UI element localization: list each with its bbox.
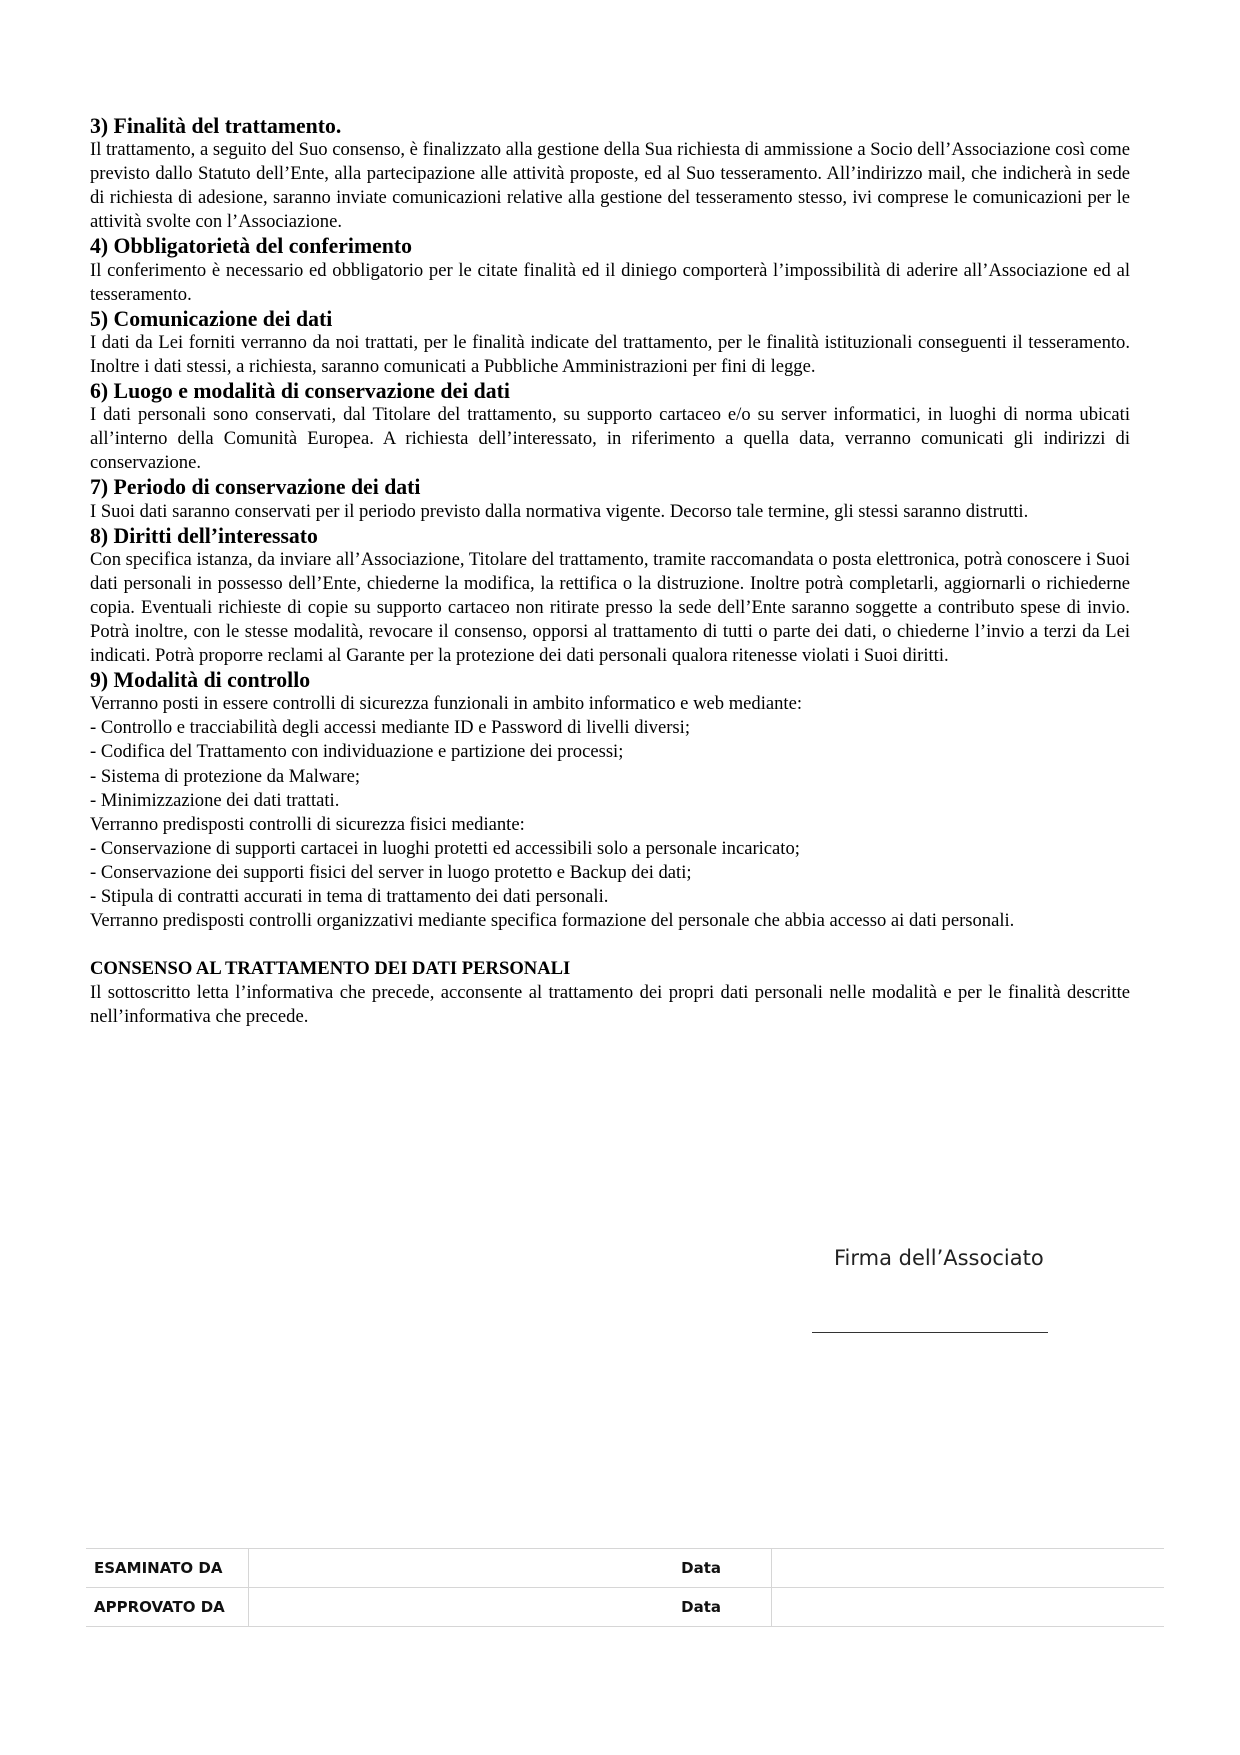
- consent-title: CONSENSO AL TRATTAMENTO DEI DATI PERSONALI: [90, 958, 571, 980]
- physical-control-item: - Stipula di contratti accurati in tema di trattamento dei dati personali.: [90, 886, 609, 907]
- section-5-body: I dati da Lei forniti verranno da noi trattati, per le finalità indicate del trattamento, per le finalità istituzionali conseguenti il tesseramento. Inoltre i dati stessi, a richiesta, saranno comunicati a Pubbliche Amministrazioni per fini di legge.: [90, 331, 1130, 377]
- section-3-body: Il trattamento, a seguito del Suo consenso, è finalizzato alla gestione della Sua richiesta di ammissione a Socio dell’Associazione così come previsto dallo Statuto dell’Ente, alla partecipazione alle attività proposte, ed al Suo tesseramento. All’indirizzo mail, che indicherà in sede di richiesta di adesione, saranno inviate comunicazioni relative alla gestione del tesseramento stesso, ivi comprese le comunicazioni per le attività svolte con l’Associazione.: [90, 139, 1130, 233]
- section-8-body: Con specifica istanza, da inviare all’Associazione, Titolare del trattamento, tramite raccomandata o posta elettronica, potrà conoscere i Suoi dati personali in possesso dell’Ente, chiederne la modifica, la rettifica o la distruzione. Inoltre potrà completarli, aggiornarli o richiederne copia. Eventuali richieste di copie su supporto cartaceo non ritirate presso la sede dell’Ente saranno soggette a contributo spese di invio. Potrà inoltre, con le stesse modalità, revocare il consenso, opporsi al trattamento di tutti o parte dei dati, o chiederne l’invio a terzi da Lei indicati. Potrà proporre reclami al Garante per la protezione dei dati personali qualora ritenesse violati i Suoi diritti.: [90, 548, 1130, 667]
- section-4-heading: 4) Obbligatorietà del conferimento: [90, 234, 412, 259]
- it-control-item: - Minimizzazione dei dati trattati.: [90, 789, 340, 811]
- section-6-body: I dati personali sono conservati, dal Titolare del trattamento, su supporto cartaceo e/o su server informatici, in luoghi di norma ubicati all’interno della Comunità Europea. A richiesta dell’interessato, in riferimento a quella data, verranno comunicati gli indirizzi di conservazione.: [90, 404, 1130, 474]
- physical-control-item: - Conservazione di supporti cartacei in luoghi protetti ed accessibili solo a personale incaricato;: [90, 837, 800, 859]
- it-control-item: - Sistema di protezione da Malware;: [90, 765, 361, 787]
- it-control-item: - Controllo e tracciabilità degli accessi mediante ID e Password di livelli diversi;: [90, 717, 690, 739]
- approved-date-value: [772, 1588, 1165, 1627]
- section-8-heading: 8) Diritti dell’interessato: [90, 523, 318, 548]
- approved-date-label: Data: [249, 1588, 772, 1627]
- section-5-heading: 5) Comunicazione dei dati: [90, 306, 333, 331]
- section-4-body: Il conferimento è necessario ed obbligatorio per le citate finalità ed il diniego comporterà l’impossibilità di aderire all’Associazione ed al tesseramento.: [90, 259, 1130, 305]
- approval-table: [86, 1548, 1164, 1627]
- physical-control-item: - Conservazione dei supporti fisici del server in luogo protetto e Backup dei dati;: [90, 861, 692, 883]
- signature-label: Firma dell’Associato: [834, 1246, 1044, 1270]
- physical-controls-intro: Verranno predisposti controlli di sicurezza fisici mediante:: [90, 813, 525, 835]
- privacy-document: [90, 114, 1130, 1029]
- it-controls-intro: Verranno posti in essere controlli di sicurezza funzionali in ambito informatico e web mediante:: [90, 693, 803, 715]
- organizational-controls: Verranno predisposti controlli organizzativi mediante specifica formazione del personale che abbia accesso ai dati personali.: [90, 910, 1015, 932]
- table-row: [86, 1549, 1164, 1588]
- signature-line: [812, 1332, 1048, 1333]
- table-row: [86, 1588, 1164, 1627]
- it-control-item: - Codifica del Trattamento con individuazione e partizione dei processi;: [90, 741, 624, 763]
- section-6-heading: 6) Luogo e modalità di conservazione dei dati: [90, 379, 510, 404]
- examined-date-label: Data: [249, 1549, 772, 1588]
- signature-block: [812, 1246, 1062, 1270]
- section-7-body: I Suoi dati saranno conservati per il periodo previsto dalla normativa vigente. Decorso tale termine, gli stessi saranno distrutti.: [90, 500, 1029, 522]
- section-7-heading: 7) Periodo di conservazione dei dati: [90, 475, 421, 500]
- approved-by-label: APPROVATO DA: [86, 1588, 249, 1627]
- examined-date-value: [772, 1549, 1165, 1588]
- examined-by-label: ESAMINATO DA: [86, 1549, 249, 1588]
- section-9-heading: 9) Modalità di controllo: [90, 668, 311, 693]
- consent-body: Il sottoscritto letta l’informativa che precede, acconsente al trattamento dei propri dati personali nelle modalità e per le finalità descritte nell’informativa che precede.: [90, 982, 1130, 1028]
- section-3-heading: 3) Finalità del trattamento.: [90, 114, 342, 138]
